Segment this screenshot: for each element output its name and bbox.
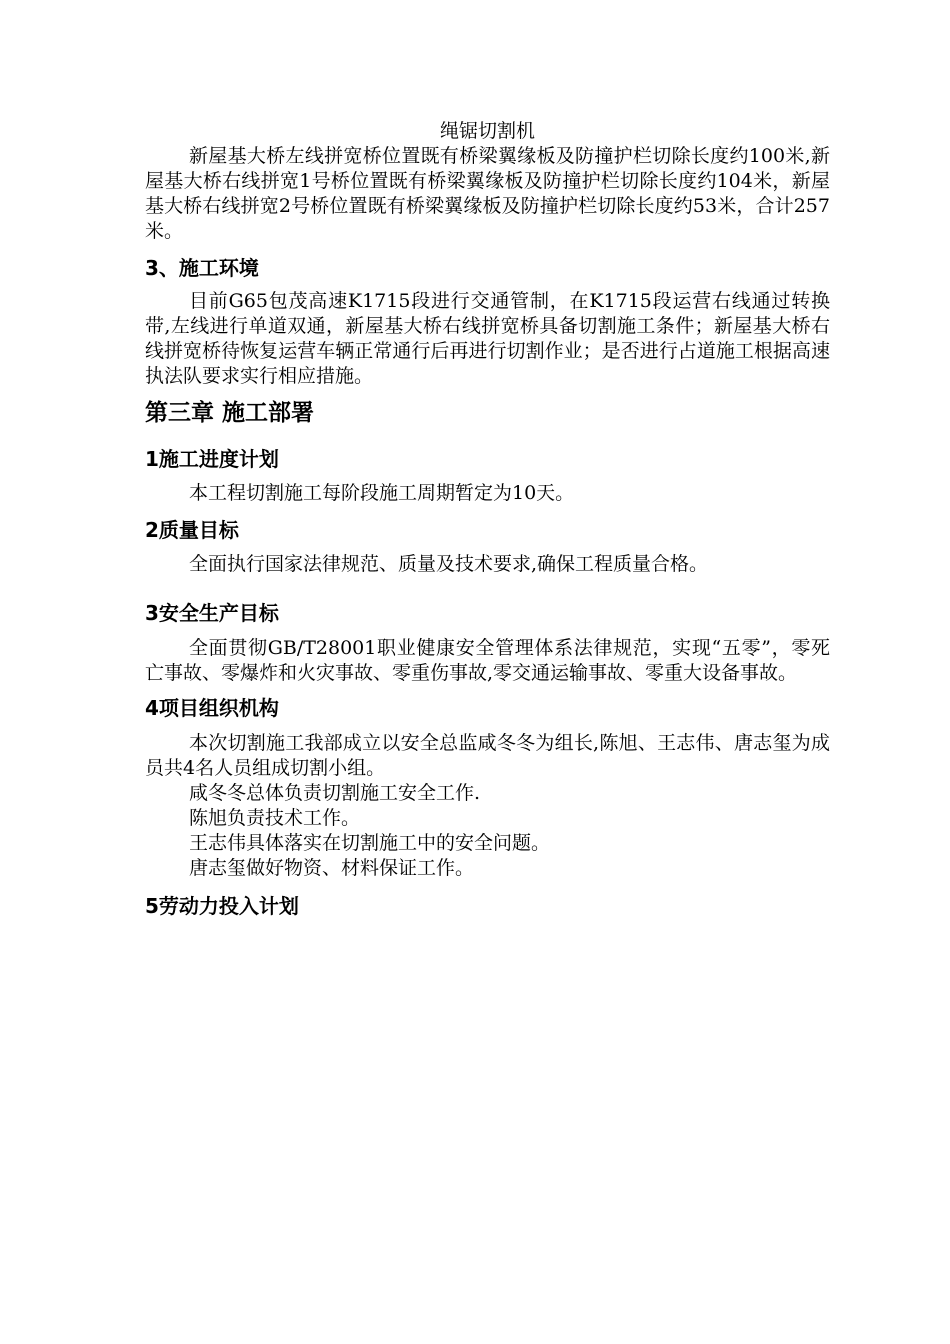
organization-duty-line: 唐志玺做好物资、材料保证工作。	[189, 857, 475, 879]
organization-paragraph: 本次切割施工我部成立以安全总监咸冬冬为组长,陈旭、王志伟、唐志玺为成员共4名人员组成切割小组。	[145, 732, 830, 779]
heading-safety-goal: 3安全生产目标	[145, 601, 279, 625]
heading-organization: 4项目组织机构	[145, 696, 279, 720]
heading-construction-environment: 3、施工环境	[145, 256, 259, 280]
heading-quality-goal: 2质量目标	[145, 518, 239, 542]
document-page	[145, 118, 830, 920]
intro-paragraph: 新屋基大桥左线拼宽桥位置既有桥梁翼缘板及防撞护栏切除长度约100米,新屋基大桥右线拼宽1号桥位置既有桥梁翼缘板及防撞护栏切除长度约104米，新屋基大桥右线拼宽2号桥位置既有桥梁翼缘板及防撞护栏切除长度约53米，合计257米。	[145, 145, 830, 242]
heading-schedule: 1施工进度计划	[145, 447, 279, 471]
heading-labor-plan: 5劳动力投入计划	[145, 894, 299, 918]
quality-goal-paragraph: 全面执行国家法律规范、质量及技术要求,确保工程质量合格。	[189, 553, 709, 575]
schedule-paragraph: 本工程切割施工每阶段施工周期暂定为10天。	[189, 482, 575, 504]
chapter-heading: 第三章 施工部署	[145, 400, 315, 426]
construction-environment-paragraph: 目前G65包茂高速K1715段进行交通管制，在K1715段运营右线通过转换带,左线进行单道双通，新屋基大桥右线拼宽桥具备切割施工条件；新屋基大桥右线拼宽桥待恢复运营车辆正常通行后再进行切割作业；是否进行占道施工根据高速执法队要求实行相应措施。	[145, 290, 830, 387]
organization-duty-line: 咸冬冬总体负责切割施工安全工作.	[189, 782, 481, 804]
organization-duty-line: 王志伟具体落实在切割施工中的安全问题。	[189, 832, 551, 854]
organization-duty-line: 陈旭负责技术工作。	[189, 807, 361, 829]
section-title: 绳锯切割机	[439, 120, 535, 142]
safety-goal-paragraph: 全面贯彻GB/T28001职业健康安全管理体系法律规范，实现“五零”，零死亡事故、零爆炸和火灾事故、零重伤事故,零交通运输事故、零重大设备事故。	[145, 637, 830, 684]
